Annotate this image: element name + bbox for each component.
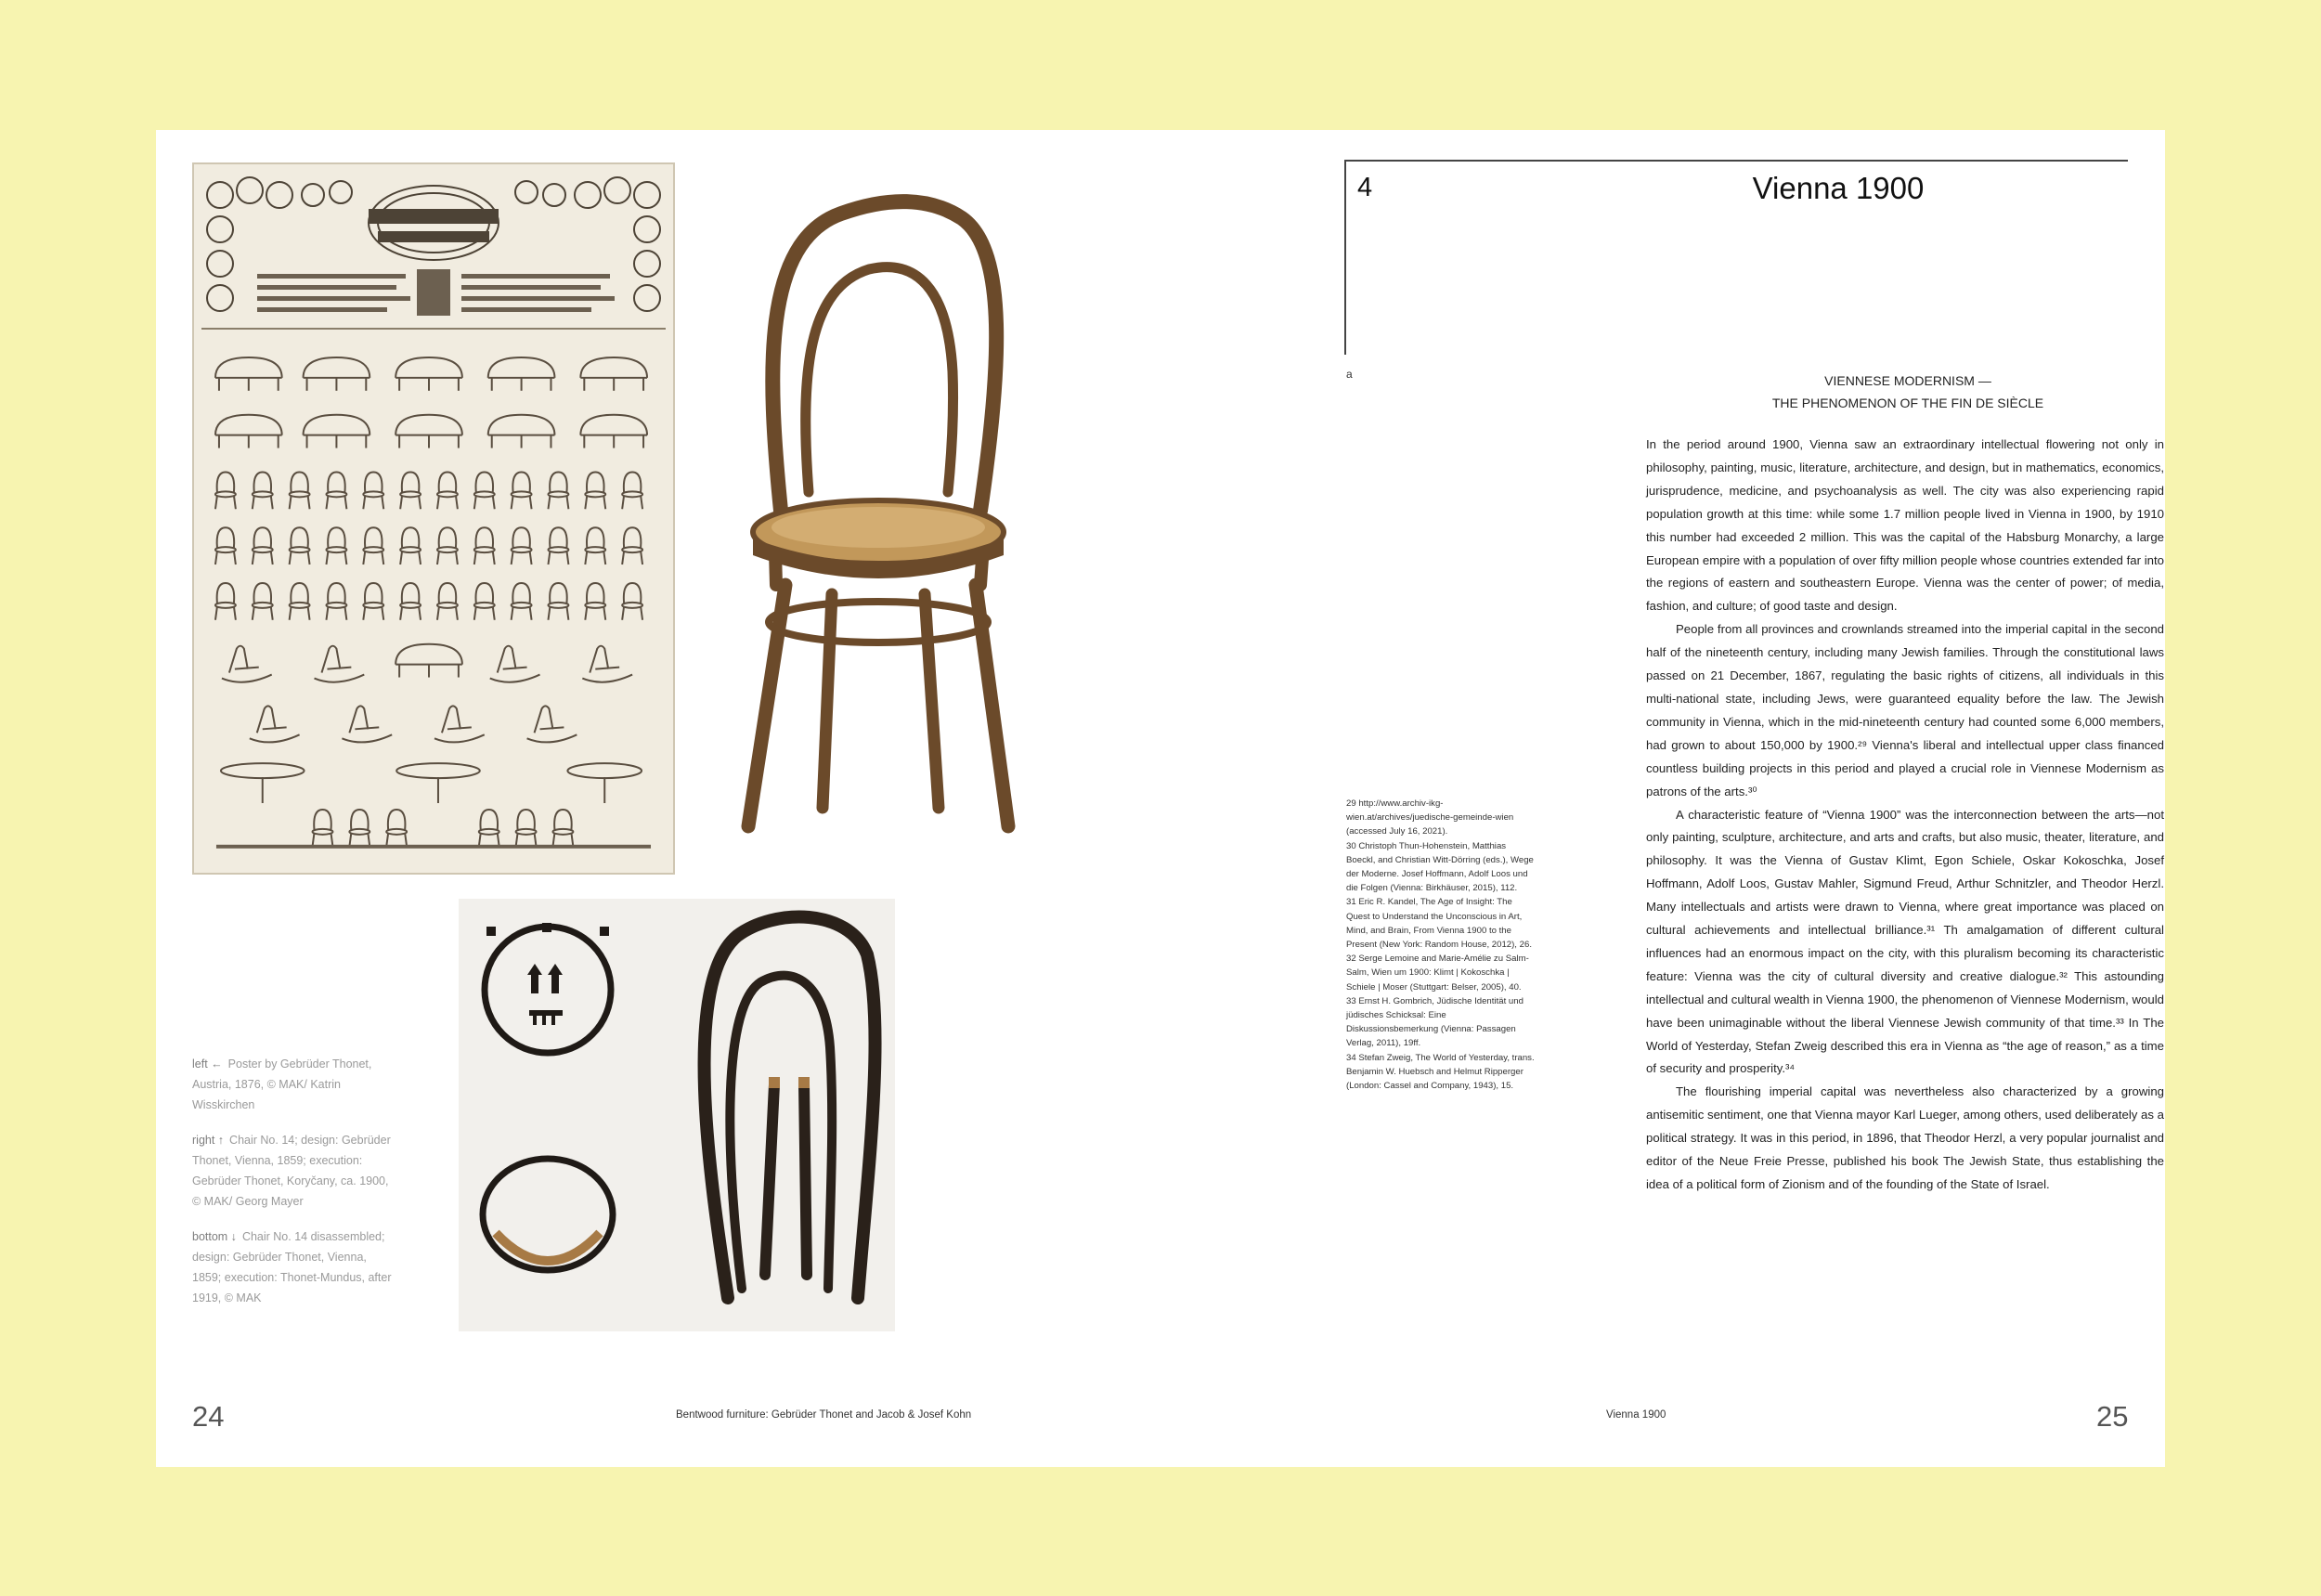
paragraph: The flourishing imperial capital was nevertheless also characterized by a growing antisemitic sentiment, one that Vienna mayor Karl Lueger, among others, used deliberately as a political strategy. It was in this period, in 1896, that Theodor Herzl, a very popular journalist and editor of the Neue Freie Presse, published his book The Jewish State, thus establishing the idea of a political form of Zionism and of the founding of the State of Israel.: [1646, 1084, 2164, 1191]
image-captions: [192, 1054, 392, 1323]
paragraph: People from all provinces and crownlands streamed into the imperial capital in the second half of the nineteenth century, including many Jewish families. Through the constitutional laws passed on 21 December, 1867, regulating the basic rights of citizens, all individuals in this multi-national state, including Jews, were guaranteed equality before the law. The Jewish community in Vienna, which in the mid-nineteenth century had counted some 6,000 members, had grown to about 150,000 by 1900.²⁹ Vienna's liberal and intellectual upper class financed countless building projects in this period and played a crucial role in Viennese Modernism as patrons of the arts.³⁰: [1646, 622, 2164, 798]
chapter-title: Vienna 1900: [1752, 171, 1925, 205]
chair-no-14-disassembled-photo: [459, 899, 895, 1331]
paragraph: In the period around 1900, Vienna saw an extraordinary intellectual flowering not only in philosophy, painting, music, literature, architecture, and design, but in mathematics, economics, jurisprudence, medicine, and psychoanalysis as well. The city was also experiencing rapid population growth at this time: while some 1.7 million people lived in Vienna in 1900, by 1910 this number had exceeded 2 million. This was the capital of the Habsburg Monarchy, a large European empire with a population of over fifty million people whose countries extended far into the regions of eastern and southeastern Europe. Vienna was the center of power; of media, fashion, and culture; of good taste and design.: [1646, 437, 2164, 614]
body-text: [1646, 434, 2164, 1197]
section-heading: [1704, 370, 2112, 414]
poster-furniture-grid: [207, 350, 660, 854]
caption-poster: left ← Poster by Gebrüder Thonet, Austria, 1876, © MAK/ Katrin Wisskirchen: [192, 1058, 372, 1111]
section-marker: a: [1346, 368, 1353, 381]
page-number-right: 25: [2096, 1400, 2129, 1433]
right-page: [1160, 130, 2165, 1467]
footnote: 32 Serge Lemoine and Marie-Amélie zu Salm-Salm, Wien um 1900: Klimt | Kokoschka | Schiele | Moser (Stuttgart: Belser, 2005), 40.: [1346, 954, 1529, 993]
running-head-left: Bentwood furniture: Gebrüder Thonet and Jacob & Josef Kohn: [676, 1409, 972, 1421]
left-page: [156, 130, 1160, 1467]
footnotes: [1346, 797, 1537, 1093]
chapter-rule-left: [1344, 160, 1346, 355]
footnote: 29 http://www.archiv-ikg-wien.at/archives/juedische-gemeinde-wien (accessed July 16, 2021).: [1346, 798, 1514, 837]
running-head-right: Vienna 1900: [1606, 1409, 1666, 1421]
paragraph: A characteristic feature of “Vienna 1900” was the interconnection between the arts—not only painting, sculpture, architecture, and arts and crafts, but also music, theater, literature, and philosophy. It was the Vienna of Gustav Klimt, Egon Schiele, Oskar Kokoschka, Josef Hoffmann, Adolf Loos, Gustav Mahler, Sigmund Freud, Arthur Schnitzler, and Theodor Herzl. Many intellectuals and artists were drawn to Vienna, where great importance was placed on cultural achievements and intellectual brilliance.³¹ Th amalgamation of different cultural influences had an enormous impact on the city, with this pluralism becoming its characteristic feature: Vienna was the city of cultural diversity and creative dialogue.³² This astounding intellectual and cultural wealth in Vienna 1900, the phenomenon of Viennese Modernism, would have been unimaginable without the liberal Viennese Jewish community of that time.³³ In The World of Yesterday, Stefan Zweig described this era in Vienna as “the age of reason,” as a time of security and prosperity.³⁴: [1646, 807, 2164, 1076]
book-spread: [156, 130, 2165, 1467]
section-heading-line-1: VIENNESE MODERNISM —: [1824, 373, 1991, 388]
footnote: 33 Ernst H. Gombrich, Jüdische Identität und jüdisches Schicksal: Eine Diskussionsbemerkung (Vienna: Passagen Verlag, 2011), 19ff.: [1346, 995, 1524, 1049]
page-number-left: 24: [192, 1400, 225, 1433]
caption-disassembled: bottom ↓ Chair No. 14 disassembled; design: Gebrüder Thonet, Vienna, 1859; execution: Thonet-Mundus, after 1919, © MAK: [192, 1230, 392, 1304]
thonet-poster-image: [192, 162, 675, 875]
caption-chair: right ↑ Chair No. 14; design: Gebrüder Thonet, Vienna, 1859; execution: Gebrüder Thonet, Koryčany, ca. 1900, © MAK/ Georg Mayer: [192, 1134, 391, 1208]
section-heading-line-2: THE PHENOMENON OF THE FIN DE SIÈCLE: [1771, 396, 2044, 410]
footnote: 31 Eric R. Kandel, The Age of Insight: The Quest to Understand the Unconscious in Art, Mind, and Brain, From Vienna 1900 to the Present (New York: Random House, 2012), 26.: [1346, 897, 1532, 951]
poster-header-illustration: [201, 172, 666, 330]
chapter-rule-top: [1344, 160, 2128, 162]
footnote: 30 Christoph Thun-Hohenstein, Matthias Boeckl, and Christian Witt-Dörring (eds.), Wege der Moderne. Josef Hoffmann, Adolf Loos und die Folgen (Vienna: Birkhäuser, 2015), 112.: [1346, 840, 1534, 894]
chair-no-14-photo: [730, 186, 1036, 854]
footnote: 34 Stefan Zweig, The World of Yesterday, trans. Benjamin W. Huebsch and Helmut Ripperger (London: Cassel and Company, 1943), 15.: [1346, 1052, 1535, 1092]
chapter-number: 4: [1357, 173, 1373, 202]
